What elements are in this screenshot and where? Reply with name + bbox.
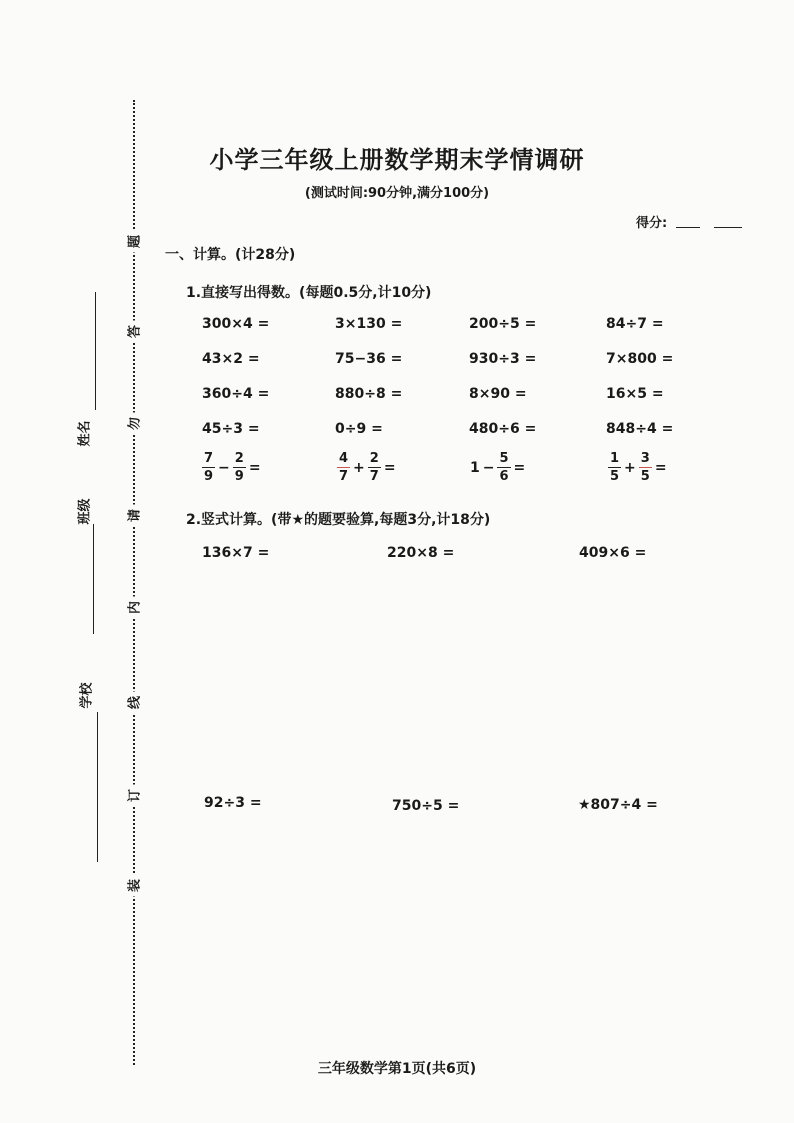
problem: 43×2 = xyxy=(202,351,260,367)
fraction-problem xyxy=(470,452,525,483)
name-blank-line[interactable] xyxy=(95,292,96,410)
exam-title: 小学三年级上册数学期末学情调研 xyxy=(209,146,585,174)
section-heading: 一、计算。(计28分) xyxy=(165,247,296,263)
fraction: $\frac{7}{9}$ xyxy=(204,451,214,484)
vertical-problem: 409×6 = xyxy=(579,545,647,561)
seal-char: 装 xyxy=(124,875,143,897)
school-blank-line[interactable] xyxy=(97,712,98,862)
class-label: 班级 xyxy=(77,498,93,525)
vertical-problem: 220×8 = xyxy=(387,545,455,561)
problem: 0÷9 = xyxy=(335,421,383,437)
school-label: 学校 xyxy=(79,682,95,709)
name-label: 姓名 xyxy=(77,420,93,447)
page-footer: 三年级数学第1页(共6页) xyxy=(317,1061,477,1077)
problem: 7×800 = xyxy=(606,351,674,367)
vertical-problem: 92÷3 = xyxy=(204,795,262,811)
problem: 360÷4 = xyxy=(202,386,270,402)
fraction: $\frac{3}{5}$ xyxy=(640,451,650,484)
problem: 16×5 = xyxy=(606,386,664,402)
seal-char: 答 xyxy=(124,321,143,343)
fraction: $\frac{2}{9}$ xyxy=(234,451,244,484)
exam-subtitle: (测试时间:90分钟,满分100分) xyxy=(304,186,490,201)
fraction: $\frac{4}{7}$ xyxy=(339,451,349,484)
seal-char: 勿 xyxy=(124,413,143,435)
seal-char: 题 xyxy=(124,231,143,253)
problem: 930÷3 = xyxy=(469,351,537,367)
operator: − xyxy=(218,459,230,476)
operator: − xyxy=(482,459,495,476)
problem: 848÷4 = xyxy=(606,421,674,437)
fraction: $\frac{2}{7}$ xyxy=(369,451,379,484)
vertical-problem: 136×7 = xyxy=(202,545,270,561)
equals-sign: = xyxy=(248,459,261,476)
problem: 880÷8 = xyxy=(335,386,403,402)
seal-char: 线 xyxy=(124,692,143,714)
operator: + xyxy=(353,459,365,476)
fraction-problem xyxy=(337,452,396,483)
problem: 8×90 = xyxy=(469,386,527,402)
problem: 200÷5 = xyxy=(469,316,537,332)
problem: 45÷3 = xyxy=(202,421,260,437)
vertical-problem-starred: ★807÷4 = xyxy=(578,797,658,813)
seal-char: 请 xyxy=(124,505,143,527)
fraction: $\frac{1}{5}$ xyxy=(610,451,620,484)
question-heading: 2.竖式计算。(带★的题要验算,每题3分,计18分) xyxy=(186,512,491,528)
question-heading: 1.直接写出得数。(每题0.5分,计10分) xyxy=(186,285,432,301)
seal-char: 内 xyxy=(124,597,143,619)
fraction-problem xyxy=(608,452,667,483)
class-blank-line[interactable] xyxy=(93,524,94,634)
score-blank[interactable] xyxy=(676,227,700,228)
score-blank[interactable] xyxy=(714,227,742,228)
operator: + xyxy=(624,459,636,476)
problem: 480÷6 = xyxy=(469,421,537,437)
problem: 3×130 = xyxy=(335,316,403,332)
whole-number: 1 xyxy=(470,459,480,476)
equals-sign: = xyxy=(513,459,526,476)
problem: 300×4 = xyxy=(202,316,270,332)
vertical-problem: 750÷5 = xyxy=(392,798,460,814)
problem: 75−36 = xyxy=(335,351,403,367)
score-label: 得分: xyxy=(636,216,668,231)
fraction-problem xyxy=(202,452,261,483)
problem: 84÷7 = xyxy=(606,316,664,332)
equals-sign: = xyxy=(654,459,667,476)
fraction: $\frac{5}{6}$ xyxy=(499,451,509,484)
seal-char: 订 xyxy=(124,785,143,807)
equals-sign: = xyxy=(383,459,396,476)
